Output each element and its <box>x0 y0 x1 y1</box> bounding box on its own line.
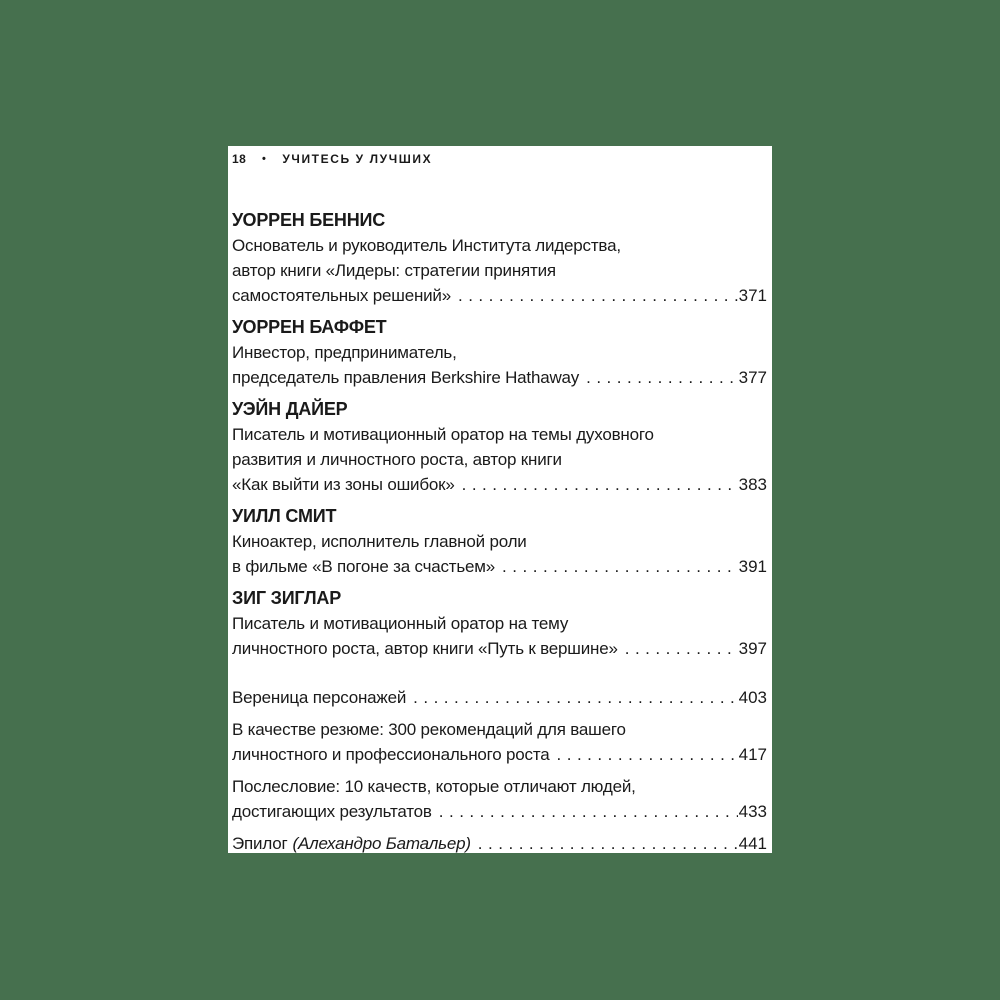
running-title: УЧИТЕСЬ У ЛУЧШИХ <box>282 152 433 166</box>
toc-entry <box>232 685 767 710</box>
toc-entry-tail: личностного и профессионального роста <box>232 745 550 764</box>
toc-entry <box>232 208 767 308</box>
toc-entry <box>232 774 767 824</box>
page-number: 18 <box>232 152 247 166</box>
toc-entry-page: 391 <box>738 557 767 576</box>
toc-entry-heading: УОРРЕН БЕННИС <box>232 210 386 230</box>
toc-entry-last-line <box>232 799 767 824</box>
toc-entry-line: Основатель и руководитель Института лидерства, <box>232 236 621 255</box>
toc-entry <box>232 586 767 661</box>
toc-entry <box>232 504 767 579</box>
dot-leader <box>557 742 738 767</box>
toc-entry-tail-italic: (Алехандро Батальер) <box>292 834 471 853</box>
dot-leader <box>586 365 738 390</box>
toc-entry <box>232 315 767 390</box>
table-of-contents <box>232 208 767 853</box>
toc-entry-line: Писатель и мотивационный оратор на темы духовного <box>232 425 654 444</box>
toc-entry-line: Писатель и мотивационный оратор на тему <box>232 614 569 633</box>
toc-entry-tail: в фильме «В погоне за счастьем» <box>232 557 496 576</box>
toc-entry-line: Послесловие: 10 качеств, которые отличают людей, <box>232 777 636 796</box>
dot-leader <box>478 831 738 853</box>
toc-entry <box>232 717 767 767</box>
toc-entry-heading: ЗИГ ЗИГЛАР <box>232 588 342 608</box>
toc-entry-heading: УЭЙН ДАЙЕР <box>232 399 348 419</box>
toc-entry-page: 397 <box>738 639 767 658</box>
toc-entry-line: развития и личностного роста, автор книги <box>232 450 562 469</box>
toc-entry-last-line <box>232 554 767 579</box>
toc-entry-tail: Вереница персонажей <box>232 688 407 707</box>
toc-entry-page: 377 <box>738 368 767 387</box>
toc-entry-tail: Эпилог <box>232 834 288 853</box>
toc-entry-tail: «Как выйти из зоны ошибок» <box>232 475 455 494</box>
dot-leader <box>458 283 738 308</box>
toc-entry-page: 417 <box>738 745 767 764</box>
running-header <box>232 151 767 167</box>
toc-entry-line: Киноактер, исполнитель главной роли <box>232 532 527 551</box>
toc-entry-tail: личностного роста, автор книги «Путь к вершине» <box>232 639 618 658</box>
toc-entry-tail: самостоятельных решений» <box>232 286 451 305</box>
toc-entry <box>232 831 767 853</box>
toc-entry-tail: председатель правления Berkshire Hathaway <box>232 368 580 387</box>
toc-entry-line: Инвестор, предприниматель, <box>232 343 457 362</box>
toc-entry-last-line <box>232 831 767 853</box>
toc-entry-last-line <box>232 742 767 767</box>
dot-leader <box>413 685 737 710</box>
toc-entry-heading: УОРРЕН БАФФЕТ <box>232 317 387 337</box>
toc-entry-page: 371 <box>738 286 767 305</box>
dot-leader <box>462 472 738 497</box>
book-page <box>228 146 772 853</box>
toc-entry-page: 433 <box>738 802 767 821</box>
toc-entry <box>232 397 767 497</box>
dot-leader <box>439 799 738 824</box>
toc-entry-heading: УИЛЛ СМИТ <box>232 506 337 526</box>
toc-entry-page: 403 <box>738 688 767 707</box>
dot-leader <box>625 636 738 661</box>
toc-entry-line: автор книги «Лидеры: стратегии принятия <box>232 261 556 280</box>
toc-entry-tail: достигающих результатов <box>232 802 432 821</box>
toc-entry-last-line <box>232 472 767 497</box>
toc-entry-last-line <box>232 283 767 308</box>
toc-entry-line: В качестве резюме: 300 рекомендаций для вашего <box>232 720 626 739</box>
toc-entry-page: 383 <box>738 475 767 494</box>
toc-entry-last-line <box>232 685 767 710</box>
toc-entry-last-line <box>232 636 767 661</box>
dot-leader <box>502 554 738 579</box>
toc-entry-last-line <box>232 365 767 390</box>
bullet-icon: • <box>262 152 267 165</box>
toc-entry-page: 441 <box>738 834 767 853</box>
